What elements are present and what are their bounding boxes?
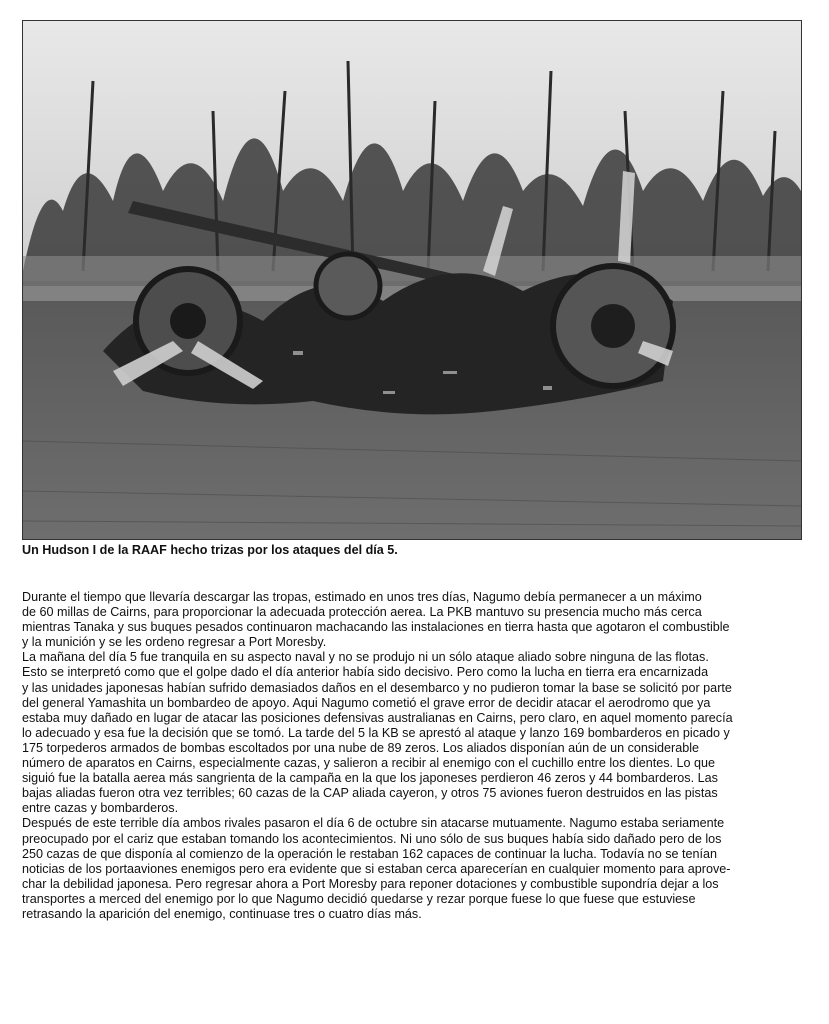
body-line: char la debilidad japonesa. Pero regresar ahora a Port Moresby para reponer dotaciones y combustible supondría dejar a los <box>22 876 719 891</box>
wreck-photo <box>22 20 802 540</box>
body-line: Esto se interpretó como que el golpe dado el día anterior había sido decisivo. Pero como la lucha en tierra era encarnizada <box>22 665 709 680</box>
body-line: transportes a merced del enemigo por lo que Nagumo decidió quedarse y rezar porque fuese lo que fuese que estuviese <box>22 891 696 906</box>
body-line: bajas aliadas fueron otra vez terribles; 60 cazas de la CAP aliada cayeron, y otros 75 aviones fueron destruidos en las pistas <box>22 786 718 801</box>
body-line: Durante el tiempo que llevaría descargar las tropas, estimado en unos tres días, Nagumo debía permanecer a un máximo <box>22 590 702 604</box>
body-line: siguió fue la batalla aerea más sangrienta de la campaña en la que los japoneses perdieron 46 zeros y 44 bombarderos. Las <box>22 771 718 786</box>
body-line: estaba muy dañado en lugar de atacar las posiciones defensivas australianas en Cairns, pero claro, en aquel momento parecía <box>22 710 733 725</box>
body-line: del general Yamashita un bombardeo de apoyo. Aqui Nagumo cometió el grave error de decidir atacar el aerodromo que ya <box>22 695 711 710</box>
body-line: mientras Tanaka y sus buques pesados continuaron machacando las instalaciones en tierra hasta que agotaron el combustible <box>22 620 730 635</box>
photo-caption: Un Hudson I de la RAAF hecho trizas por los ataques del día 5. <box>22 543 398 557</box>
body-line: Después de este terrible día ambos rivales pasaron el día 6 de octubre sin atacarse mutuamente. Nagumo estaba seriamente <box>22 816 725 831</box>
body-line: retrasando la aparición del enemigo, continuase tres o cuatro días más. <box>22 906 422 921</box>
body-line: preocupado por el cariz que estaban tomando los acontecimientos. Ni uno sólo de sus buques había sido dañado pero de los <box>22 831 722 846</box>
body-line: entre cazas y bombarderos. <box>22 801 179 816</box>
body-line: noticias de los portaaviones enemigos pero era evidente que si estaban cerca aparecerían en cualquier momento para aprove- <box>22 861 731 876</box>
body-line: 250 cazas de que disponía al comienzo de la operación le restaban 162 capaces de continuar la lucha. Todavía no se tenían <box>22 846 718 861</box>
body-line: 175 torpederos armados de bombas escoltados por una nube de 89 zeros. Los aliados disponían aún de un considerable <box>22 740 700 755</box>
article-body <box>22 590 812 922</box>
body-line: La mañana del día 5 fue tranquila en su aspecto naval y no se produjo ni un sólo ataque aliado sobre ninguna de las flotas. <box>22 650 709 665</box>
body-line: y la munición y se les ordeno regresar a Port Moresby. <box>22 635 327 650</box>
body-line: de 60 millas de Cairns, para proporcionar la adecuada protección aerea. La PKB mantuvo su presencia mucho más cerca <box>22 605 702 620</box>
body-line: lo adecuado y esa fue la decisión que se tomó. La tarde del 5 la KB se aprestó al ataque y lanzo 169 bombarderos en picado y <box>22 725 730 740</box>
body-line: y las unidades japonesas habían sufrido demasiados daños en el desembarco y no pudieron tomar la base se solicitó por parte <box>22 680 732 695</box>
body-line: número de aparatos en Cairns, especialmente cazas, y salieron a recibir al enemigo con el cuchillo entre los dientes. Lo que <box>22 756 716 771</box>
wreck-photo-illustration <box>23 21 801 539</box>
